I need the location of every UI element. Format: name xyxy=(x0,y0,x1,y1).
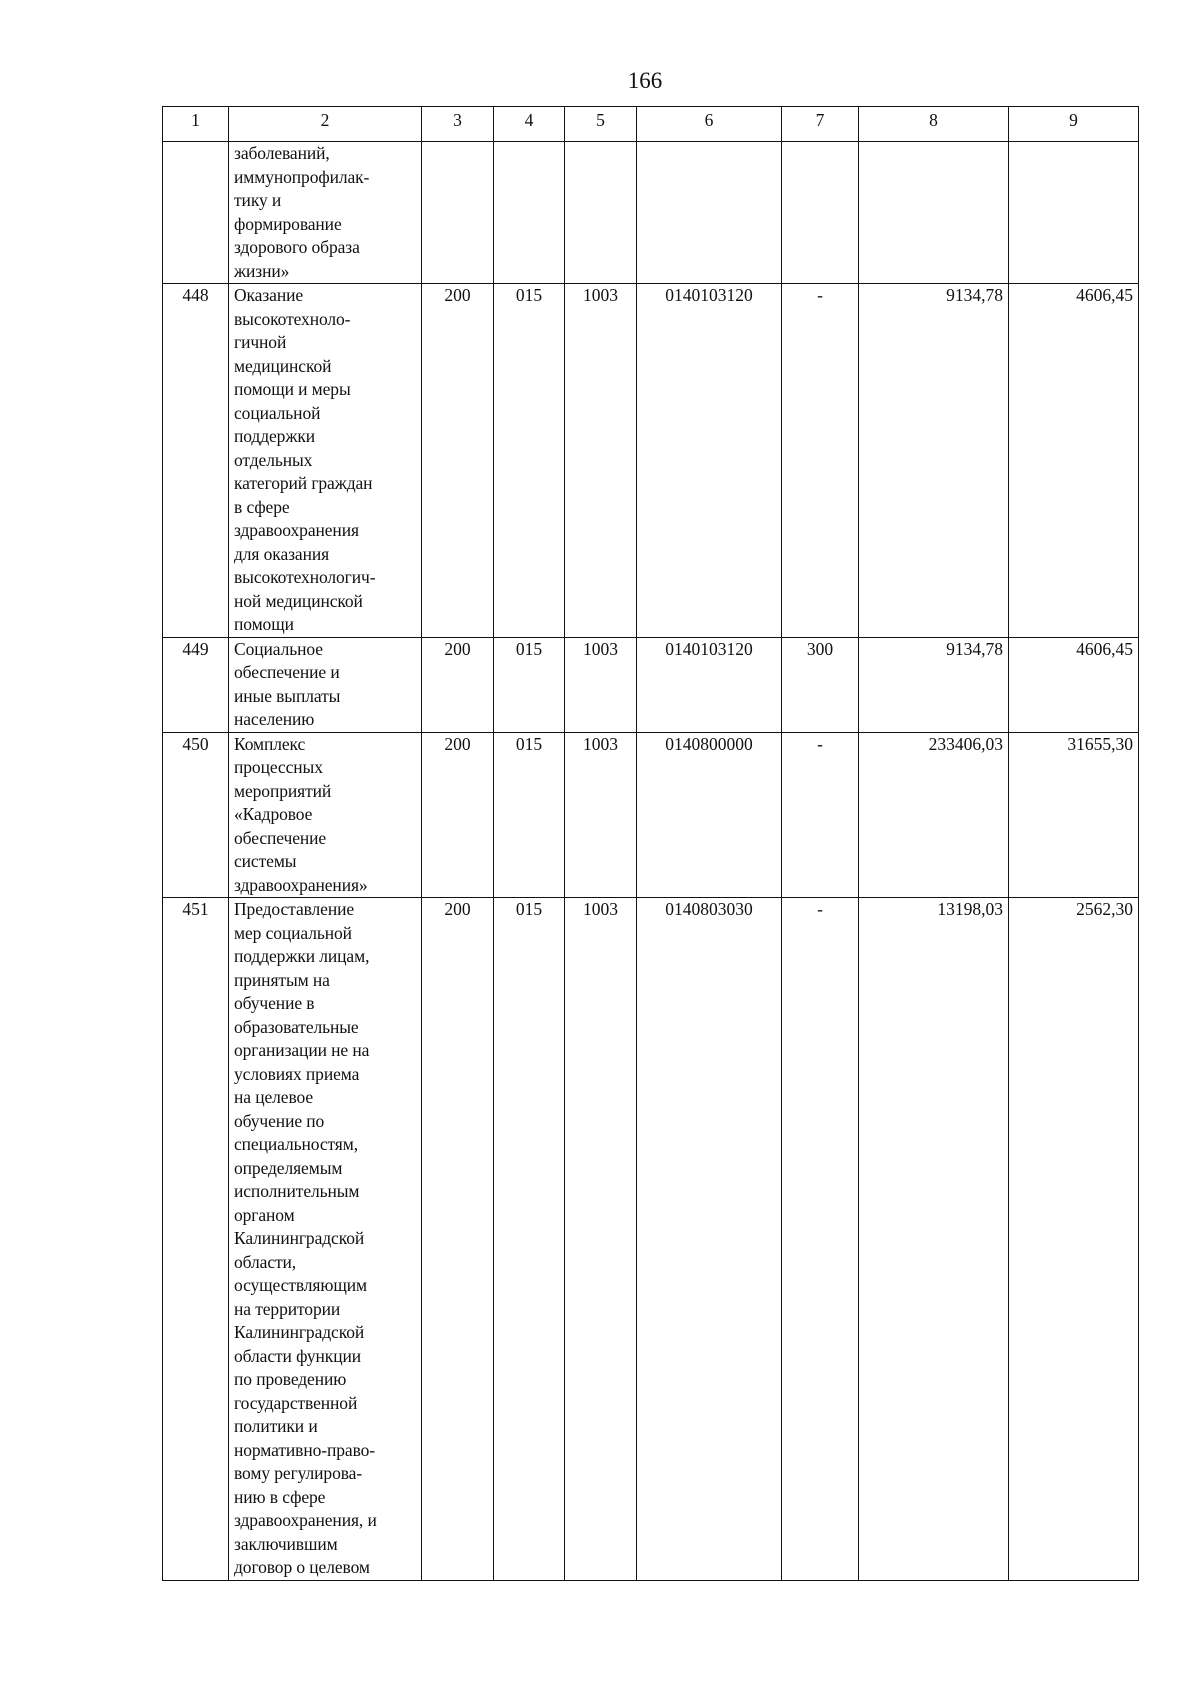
row-name-line: образовательные xyxy=(234,1016,359,1037)
cell-col-8: 13198,03 xyxy=(859,898,1009,1581)
cell-col-4: 015 xyxy=(494,898,565,1581)
row-name-line: области, xyxy=(234,1251,297,1272)
cell-col-6: 0140803030 xyxy=(637,898,782,1581)
row-name-line: гичной xyxy=(234,332,287,352)
row-name-line: жизни» xyxy=(234,260,290,281)
cell-col-9: 4606,45 xyxy=(1009,284,1139,638)
table-row xyxy=(163,732,1139,898)
row-name-line: специальностям, xyxy=(234,1134,358,1154)
cell-col-9: 4606,45 xyxy=(1009,637,1139,732)
row-name-line: помощи xyxy=(234,614,294,634)
row-name-line: медицинской xyxy=(234,355,332,376)
row-name-line: нормативно-право- xyxy=(234,1439,375,1460)
cell-col-6: 0140103120 xyxy=(637,637,782,732)
cell-col-4 xyxy=(494,142,565,284)
row-name-line: области функции xyxy=(234,1345,361,1366)
row-name-line: на целевое xyxy=(234,1087,314,1107)
row-name-line: Калининградской xyxy=(234,1322,365,1342)
row-name-line: государственной xyxy=(234,1392,358,1413)
row-name-line: обеспечение xyxy=(234,827,327,848)
row-name-line: организации не на xyxy=(234,1040,370,1060)
header-row xyxy=(163,107,1139,142)
row-name xyxy=(229,142,422,284)
row-name-line: исполнительным xyxy=(234,1181,360,1201)
table-row xyxy=(163,898,1139,1581)
table-body xyxy=(163,142,1139,1581)
row-name-line: нию в сфере xyxy=(234,1486,326,1507)
row-name-line: ной медицинской xyxy=(234,590,363,611)
row-name-line: тику и xyxy=(234,190,282,210)
budget-table xyxy=(162,106,1139,1581)
row-name-line: Комплекс xyxy=(234,733,306,754)
cell-col-3 xyxy=(422,142,494,284)
row-name-line: обучение в xyxy=(234,993,315,1013)
cell-col-8 xyxy=(859,142,1009,284)
row-name-line: заболеваний, xyxy=(234,143,330,163)
cell-col-6 xyxy=(637,142,782,284)
table-row xyxy=(163,284,1139,638)
cell-col-5: 1003 xyxy=(565,898,637,1581)
cell-col-7: - xyxy=(782,284,859,638)
cell-col-7 xyxy=(782,142,859,284)
cell-col-7: - xyxy=(782,898,859,1581)
cell-col-8: 9134,78 xyxy=(859,284,1009,638)
row-name-line: по проведению xyxy=(234,1369,347,1389)
row-name-line: для оказания xyxy=(234,543,330,564)
row-name-line: условиях приема xyxy=(234,1063,360,1084)
cell-col-9: 31655,30 xyxy=(1009,732,1139,898)
row-name xyxy=(229,732,422,898)
cell-col-3: 200 xyxy=(422,732,494,898)
column-header-8: 8 xyxy=(859,107,1009,142)
row-name-line: поддержки лицам, xyxy=(234,946,370,966)
cell-col-4: 015 xyxy=(494,284,565,638)
row-name-line: населению xyxy=(234,709,315,729)
cell-col-9: 2562,30 xyxy=(1009,898,1139,1581)
row-name-line: Социальное xyxy=(234,638,323,659)
row-name-line: принятым на xyxy=(234,969,330,990)
page-number: 166 xyxy=(627,68,663,93)
cell-col-5: 1003 xyxy=(565,284,637,638)
cell-col-9 xyxy=(1009,142,1139,284)
cell-col-7: - xyxy=(782,732,859,898)
row-name-line: обеспечение и xyxy=(234,662,340,682)
row-name-line: здравоохранения, и xyxy=(234,1510,377,1530)
row-name-line: заключившим xyxy=(234,1533,338,1554)
row-name-line: на территории xyxy=(234,1298,341,1319)
column-header-7: 7 xyxy=(782,107,859,142)
cell-col-7: 300 xyxy=(782,637,859,732)
row-name-line: мер социальной xyxy=(234,922,352,943)
column-header-4: 4 xyxy=(494,107,565,142)
row-name-line: органом xyxy=(234,1204,295,1225)
cell-col-4: 015 xyxy=(494,637,565,732)
cell-col-8: 233406,03 xyxy=(859,732,1009,898)
row-name-line: системы xyxy=(234,851,297,871)
row-name-line: здравоохранения» xyxy=(234,874,368,895)
row-name-line: поддержки xyxy=(234,426,315,446)
row-name-line: отдельных xyxy=(234,449,313,470)
cell-col-5: 1003 xyxy=(565,637,637,732)
table-row xyxy=(163,637,1139,732)
row-name-line: обучение по xyxy=(234,1110,325,1131)
row-name xyxy=(229,284,422,638)
row-name-line: Оказание xyxy=(234,285,304,305)
row-name-line: определяемым xyxy=(234,1157,343,1178)
row-name-line: процессных xyxy=(234,757,323,777)
row-name-line: здравоохранения xyxy=(234,520,359,540)
table-row xyxy=(163,142,1139,284)
column-header-1: 1 xyxy=(163,107,229,142)
row-name-line: в сфере xyxy=(234,496,290,517)
row-name-line: Предоставление xyxy=(234,899,355,919)
row-name-line: политики и xyxy=(234,1416,318,1436)
column-header-3: 3 xyxy=(422,107,494,142)
column-header-9: 9 xyxy=(1009,107,1139,142)
cell-col-5 xyxy=(565,142,637,284)
row-number: 451 xyxy=(163,898,229,1581)
row-name-line: здорового образа xyxy=(234,237,360,257)
cell-col-8: 9134,78 xyxy=(859,637,1009,732)
row-name-line: категорий граждан xyxy=(234,473,373,493)
cell-col-3: 200 xyxy=(422,284,494,638)
row-name xyxy=(229,637,422,732)
cell-col-3: 200 xyxy=(422,637,494,732)
row-name-line: «Кадровое xyxy=(234,804,313,824)
row-name-line: формирование xyxy=(234,213,342,234)
column-header-6: 6 xyxy=(637,107,782,142)
row-name-line: иммунопрофилак- xyxy=(234,166,370,187)
row-name-line: высокотехнологич- xyxy=(234,567,376,587)
row-number: 450 xyxy=(163,732,229,898)
cell-col-6: 0140800000 xyxy=(637,732,782,898)
row-number: 449 xyxy=(163,637,229,732)
row-number xyxy=(163,142,229,284)
cell-col-3: 200 xyxy=(422,898,494,1581)
cell-col-6: 0140103120 xyxy=(637,284,782,638)
row-name-line: высокотехноло- xyxy=(234,308,351,329)
column-header-2: 2 xyxy=(229,107,422,142)
row-number: 448 xyxy=(163,284,229,638)
row-name-line: договор о целевом xyxy=(234,1557,370,1577)
row-name xyxy=(229,898,422,1581)
row-name-line: мероприятий xyxy=(234,780,332,801)
row-name-line: вому регулирова- xyxy=(234,1463,363,1483)
row-name-line: социальной xyxy=(234,402,321,423)
row-name-line: Калининградской xyxy=(234,1228,365,1248)
row-name-line: помощи и меры xyxy=(234,379,351,399)
column-header-5: 5 xyxy=(565,107,637,142)
cell-col-5: 1003 xyxy=(565,732,637,898)
cell-col-4: 015 xyxy=(494,732,565,898)
row-name-line: иные выплаты xyxy=(234,685,341,706)
row-name-line: осуществляющим xyxy=(234,1275,367,1295)
